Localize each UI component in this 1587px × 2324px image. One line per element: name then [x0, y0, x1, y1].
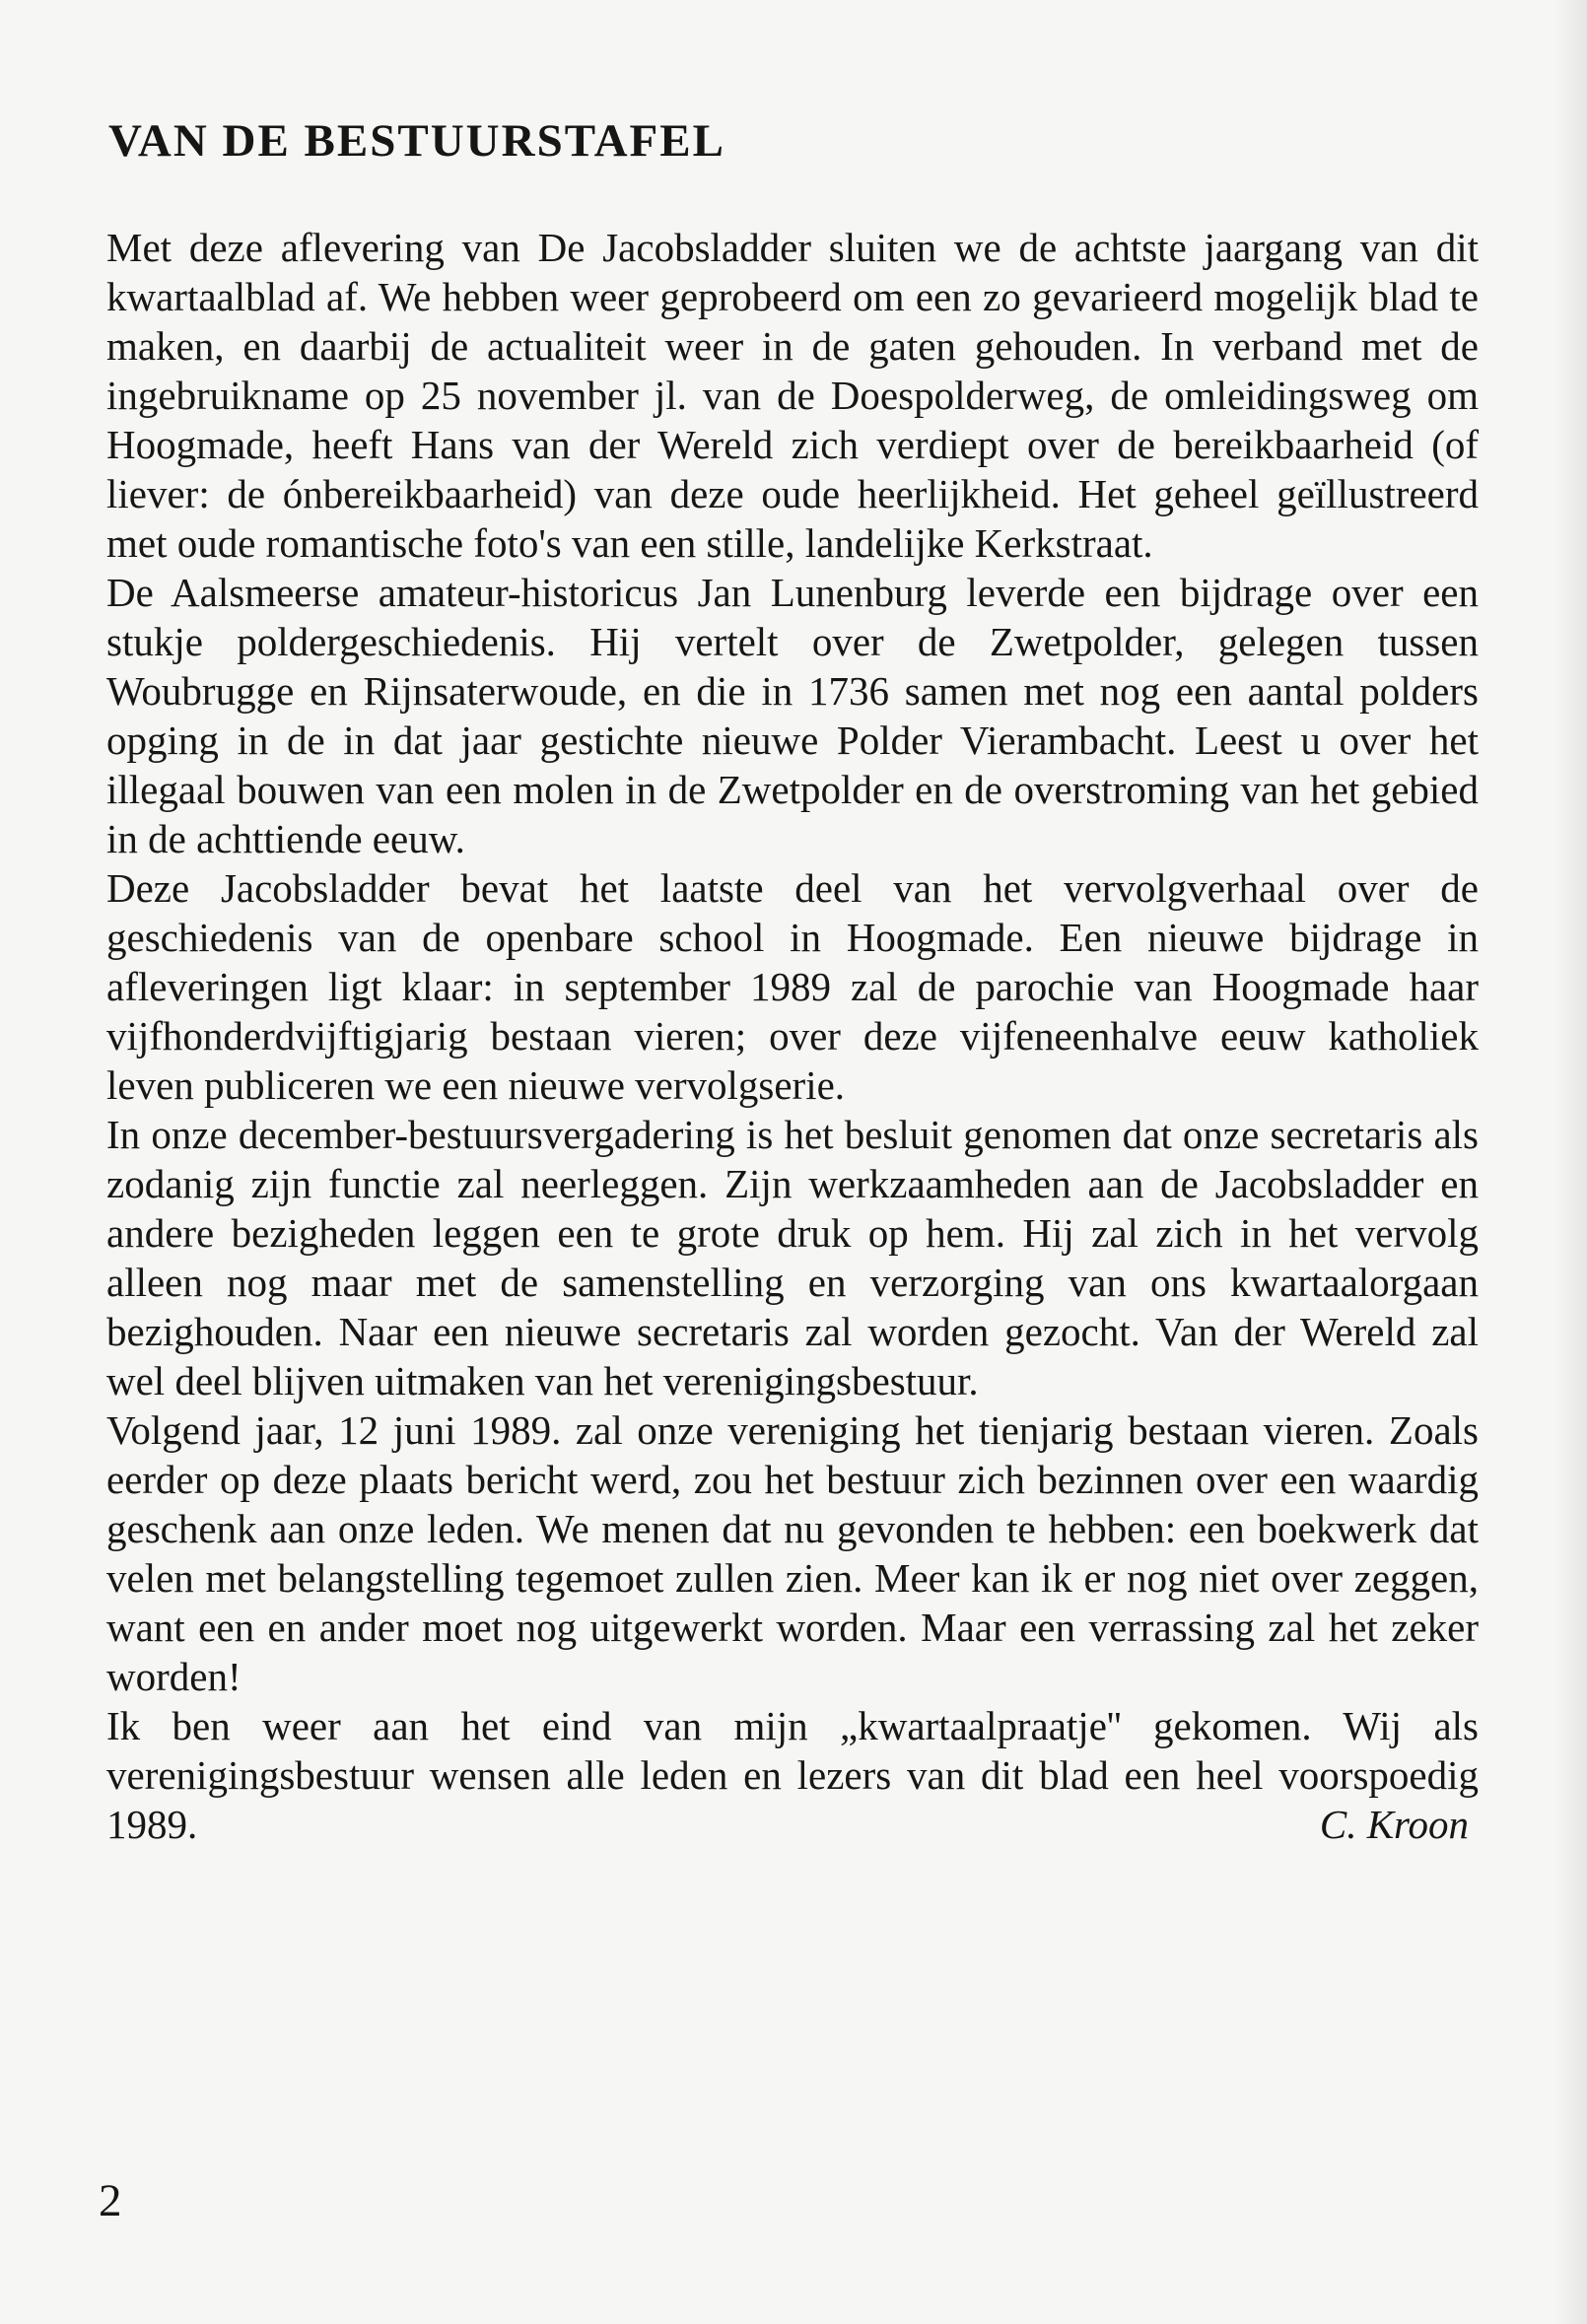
article-title: VAN DE BESTUURSTAFEL — [108, 115, 725, 167]
paragraph-5: Volgend jaar, 12 juni 1989. zal onze vereniging het tienjarig bestaan vieren. Zoals eerder op deze plaats bericht werd, zou het bestuur zich bezinnen over een waardig geschenk aan onze leden. We menen dat nu gevonden te hebben: een boekwerk dat velen met belangstelling tegemoet zullen zien. Meer kan ik er nog niet over zeggen, want een en ander moet nog uitgewerkt worden. Maar een verrassing zal het zeker worden! — [106, 1407, 1479, 1699]
paragraph-1: Met deze aflevering van De Jacobsladder sluiten we de achtste jaargang van dit kwartaalblad af. We hebben weer geprobeerd om een zo gevarieerd mogelijk blad te maken, en daarbij de actualiteit weer in de gaten gehouden. In verband met de ingebruikname op 25 november jl. van de Doespolderweg, de omleidingsweg om Hoogmade, heeft Hans van der Wereld zich verdiept over de bereikbaarheid (of liever: de ónbereikbaarheid) van deze oude heerlijkheid. Het geheel geïllustreerd met oude romantische foto's van een stille, landelijke Kerkstraat. — [106, 225, 1479, 566]
page-edge-shadow — [1553, 0, 1587, 2324]
paragraph-6 — [106, 1701, 1479, 1849]
author-signature: C. Kroon — [1319, 1802, 1469, 1847]
paragraph-4: In onze december-bestuursvergadering is het besluit genomen dat onze secretaris als zodanig zijn functie zal neerleggen. Zijn werkzaamheden aan de Jacobsladder en andere bezigheden leggen een te grote druk op hem. Hij zal zich in het vervolg alleen nog maar met de samenstelling en verzorging van ons kwartaalorgaan bezighouden. Naar een nieuwe secretaris zal worden gezocht. Van der Wereld zal wel deel blijven uitmaken van het verenigingsbestuur. — [106, 1112, 1479, 1403]
paragraph-6-text: Ik ben weer aan het eind van mijn „kwartaalpraatje'' gekomen. Wij als verenigingsbestuur wensen alle leden en lezers van dit blad een heel voorspoedig 1989. — [106, 1703, 1479, 1847]
article-body — [106, 223, 1479, 1849]
paragraph-3: Deze Jacobsladder bevat het laatste deel van het vervolgverhaal over de geschiedenis van de openbare school in Hoogmade. Een nieuwe bijdrage in afleveringen ligt klaar: in september 1989 zal de parochie van Hoogmade haar vijfhonderdvijftigjarig bestaan vieren; over deze vijfeneenhalve eeuw katholiek leven publiceren we een nieuwe vervolgserie. — [106, 865, 1479, 1108]
page-number: 2 — [99, 2175, 122, 2226]
paragraph-2: De Aalsmeerse amateur-historicus Jan Lunenburg leverde een bijdrage over een stukje poldergeschiedenis. Hij vertelt over de Zwetpolder, gelegen tussen Woubrugge en Rijnsaterwoude, en die in 1736 samen met nog een aantal polders opging in de in dat jaar gestichte nieuwe Polder Vierambacht. Leest u over het illegaal bouwen van een molen in de Zwetpolder en de overstroming van het gebied in de achttiende eeuw. — [106, 570, 1479, 861]
